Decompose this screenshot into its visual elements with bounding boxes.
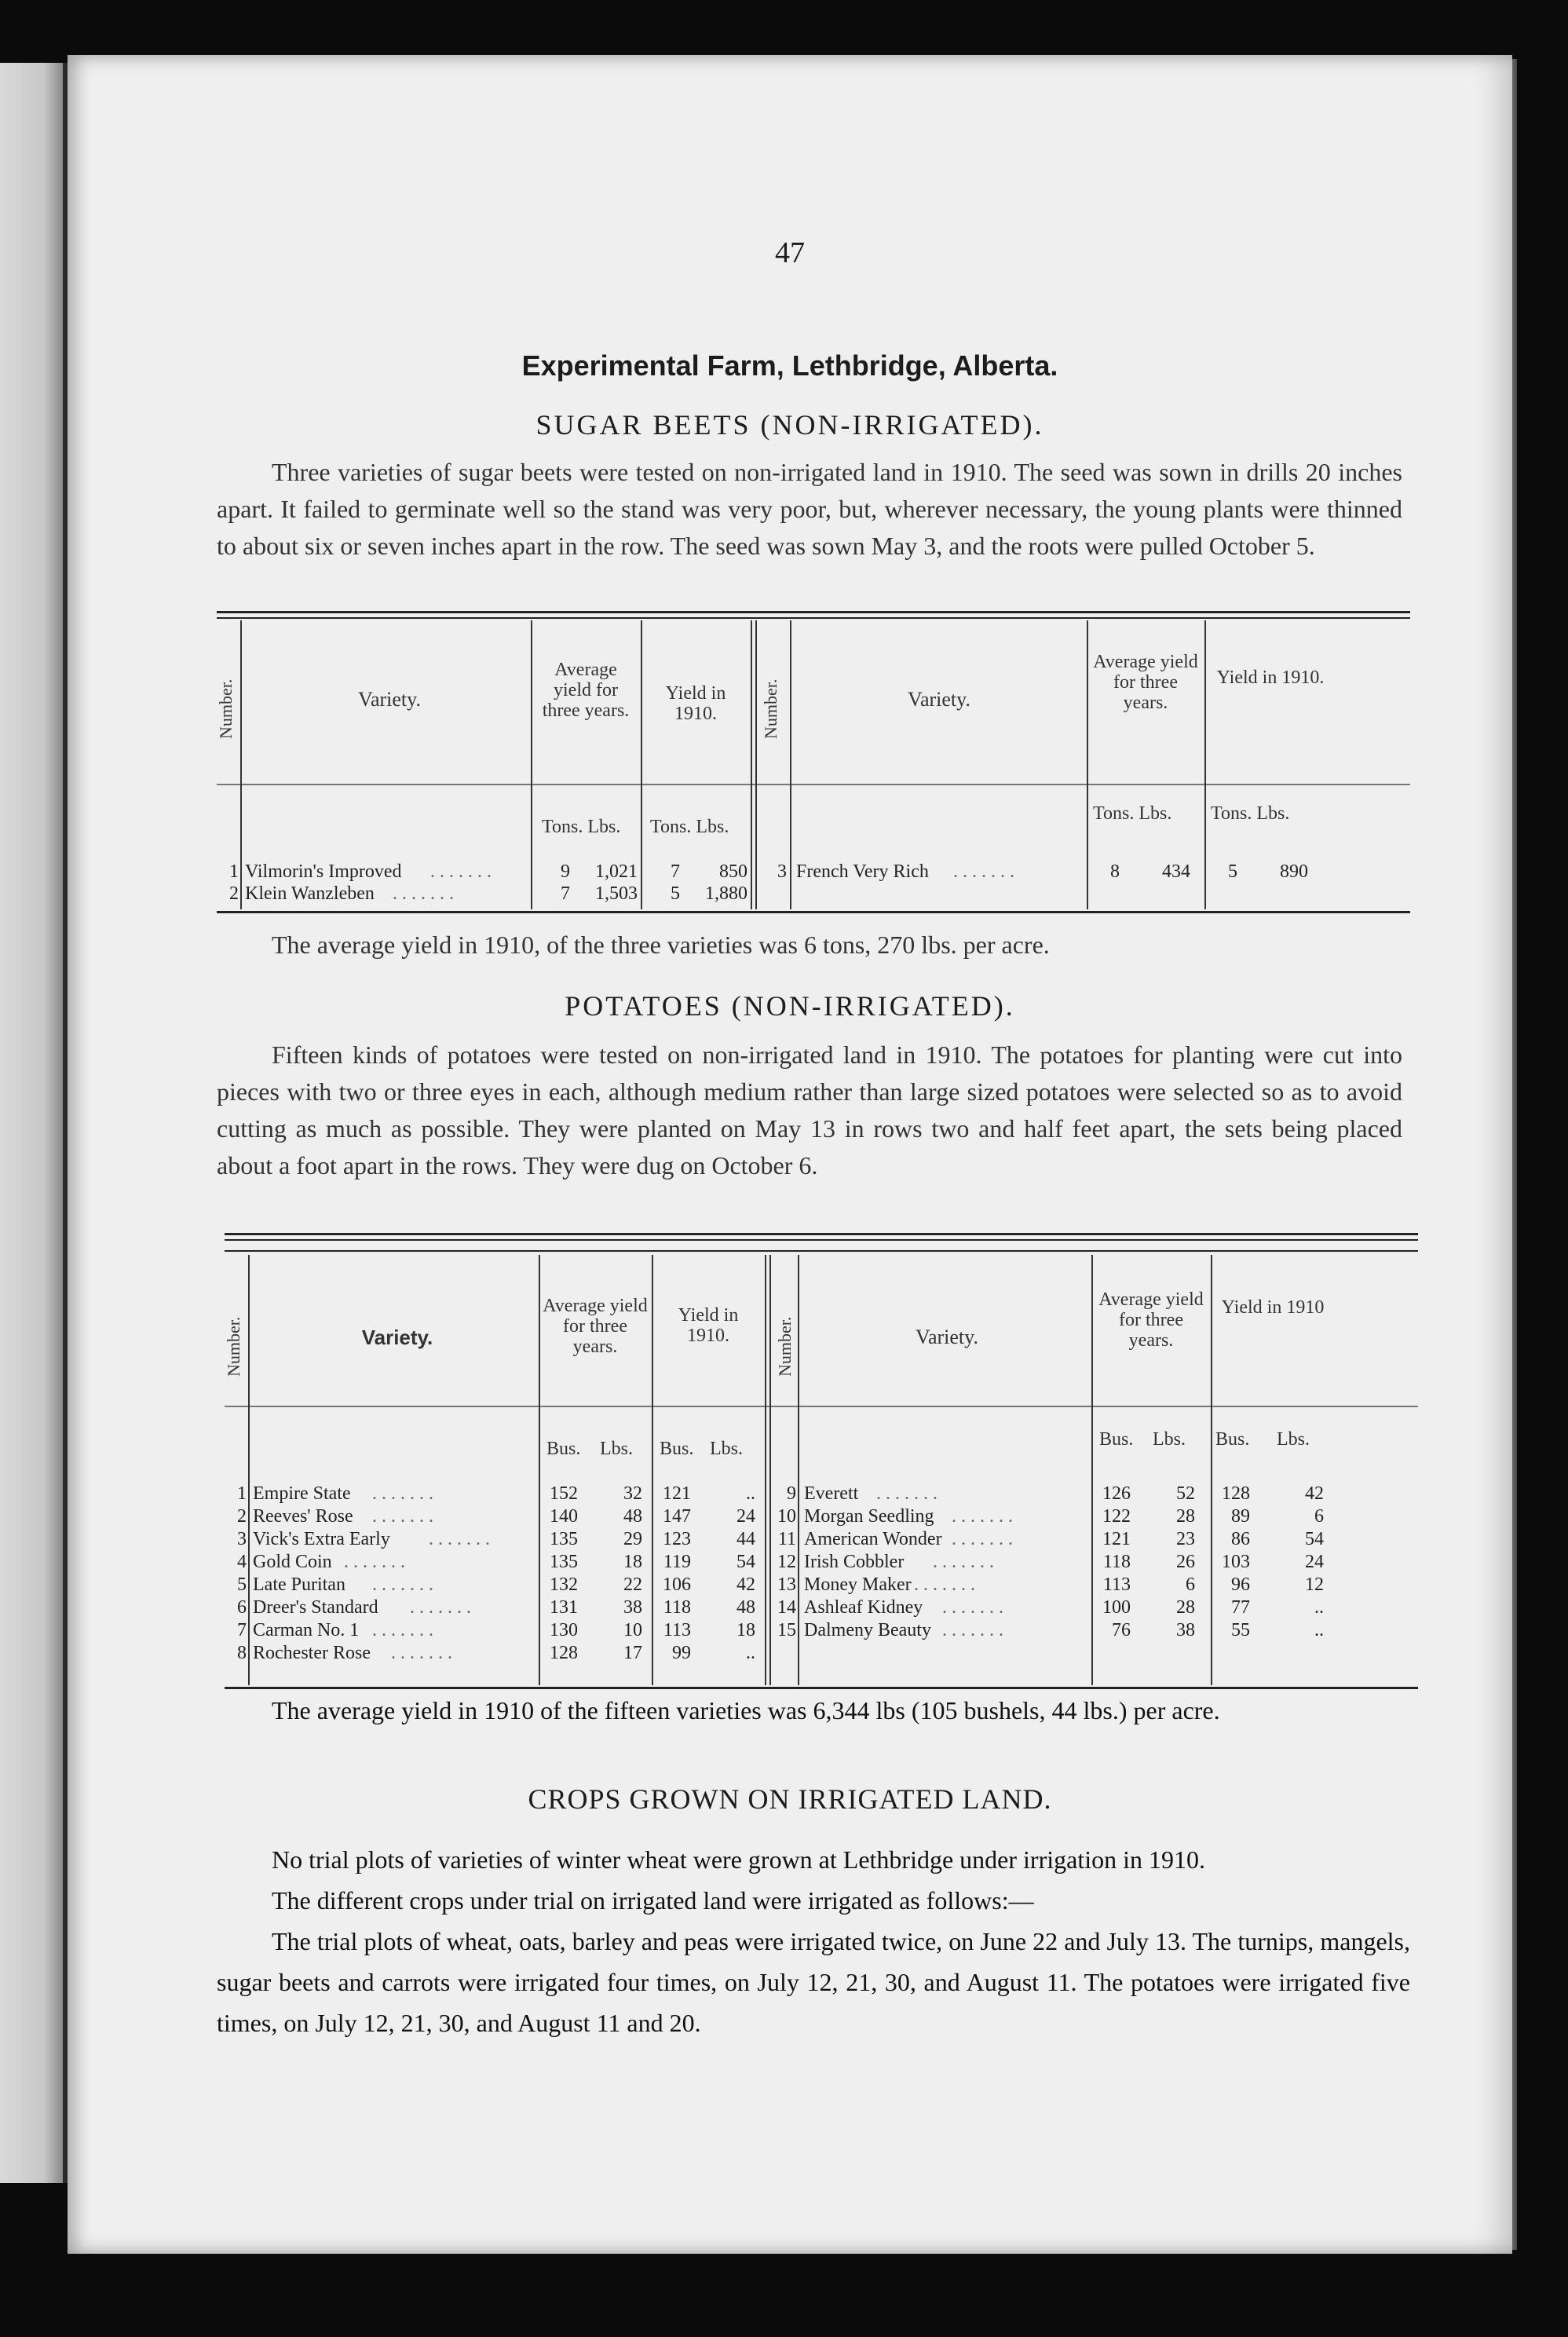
irrigated-text: No trial plots of varieties of winter wheat were grown at Lethbridge under irrigation in 1910. The different crops under trial on irrigated land were irrigated as follows:— The trial plots of wheat, oats, barley and peas were irrigated twice, on June 22 and July 13. The turnips, mangels, sugar beets and carrots were irrigated four times, on July 12, 21, 30, and August 11. The potatoes were irrigated five times, on July 12, 21, 30, and August 11 and 20. — [217, 1845, 1410, 2037]
row-avg-b: 10 — [623, 1620, 642, 1640]
leader-dots: . . . . . . . — [430, 861, 492, 882]
row-number: 8 — [237, 1643, 247, 1663]
row-yield-b: 890 — [1280, 861, 1308, 882]
col-number-right: Number. — [775, 1316, 795, 1377]
row-avg-b: 26 — [1176, 1552, 1195, 1572]
row-variety: Vick's Extra Early — [253, 1529, 390, 1549]
col-variety-right: Variety. — [916, 1326, 978, 1348]
row-avg-a: 132 — [550, 1574, 578, 1595]
leader-dots: . . . . . . . — [344, 1552, 405, 1572]
col-number-right: Number. — [761, 678, 780, 739]
row-number: 10 — [777, 1506, 796, 1527]
unit-lbs: Lbs. — [1277, 1429, 1310, 1450]
row-variety: Vilmorin's Improved — [245, 861, 402, 882]
row-avg-b: 23 — [1176, 1529, 1195, 1549]
row-yield-a: 103 — [1222, 1552, 1250, 1572]
row-avg-b: 434 — [1162, 861, 1190, 882]
col-number-left: Number. — [216, 678, 236, 739]
row-variety: Reeves' Rose — [253, 1506, 353, 1527]
row-avg-b: 6 — [1186, 1574, 1195, 1595]
row-number: 5 — [237, 1574, 247, 1595]
row-yield-b: 18 — [736, 1620, 755, 1640]
row-avg-b: 22 — [623, 1574, 642, 1595]
row-yield-a: 106 — [663, 1574, 691, 1595]
unit-lbs: Lbs. — [1153, 1429, 1186, 1450]
row-yield-b: 48 — [736, 1597, 755, 1618]
row-variety: Carman No. 1 — [253, 1620, 360, 1640]
row-avg-a: 118 — [1102, 1552, 1131, 1572]
row-yield-b: 24 — [1305, 1552, 1324, 1572]
row-avg-a: 122 — [1102, 1506, 1131, 1527]
row-yield-b: .. — [746, 1483, 755, 1504]
row-avg-b: 1,503 — [595, 883, 638, 904]
col-variety-left: Variety. — [358, 688, 421, 711]
sugar-beets-heading: SUGAR BEETS (NON-IRRIGATED). — [535, 409, 1044, 441]
divider — [248, 1255, 250, 1685]
row-variety: French Very Rich — [796, 861, 929, 882]
row-variety: Late Puritan — [253, 1574, 345, 1595]
row-yield-a: 119 — [663, 1552, 691, 1572]
leader-dots: . . . . . . . — [876, 1483, 938, 1504]
row-variety: Dalmeny Beauty — [804, 1620, 931, 1640]
leader-dots: . . . . . . . — [942, 1620, 1003, 1640]
page-number: 47 — [775, 236, 805, 269]
leader-dots: . . . . . . . — [372, 1506, 433, 1527]
document-page — [68, 55, 1512, 2254]
leader-dots: . . . . . . . — [372, 1620, 433, 1640]
col-variety-right: Variety. — [908, 688, 970, 711]
row-avg-b: 17 — [623, 1643, 642, 1663]
divider — [798, 1255, 799, 1685]
col-avg-left: Average yield for three years. — [543, 1296, 648, 1357]
row-variety: Irish Cobbler — [804, 1552, 905, 1572]
col-avg-left: Average yield for three years. — [542, 660, 630, 721]
row-yield-b: .. — [1314, 1620, 1324, 1640]
row-avg-a: 131 — [550, 1597, 578, 1618]
row-number: 4 — [237, 1552, 247, 1572]
potatoes-intro: Fifteen kinds of potatoes were tested on non-irrigated land in 1910. The potatoes for planting were cut into pieces with two or three eyes in each, although medium rather than large sized potatoes were selected so as to avoid cutting as much as possible. They were planted on May 13 in rows two and half feet apart, the sets being placed about a foot apart in the rows. They were dug on October 6. — [217, 1040, 1402, 1179]
table-top-rule — [217, 611, 1410, 613]
table-top-rule — [225, 1233, 1418, 1235]
irrigated-heading: CROPS GROWN ON IRRIGATED LAND. — [528, 1783, 1052, 1815]
row-number: 1 — [237, 1483, 247, 1504]
table-top-rule-3 — [225, 1250, 1418, 1252]
row-avg-b: 38 — [623, 1597, 642, 1618]
leader-dots: . . . . . . . — [953, 861, 1014, 882]
unit-lbs: Lbs. — [600, 1439, 633, 1459]
row-yield-a: 128 — [1222, 1483, 1250, 1504]
row-yield-b: 42 — [736, 1574, 755, 1595]
row-yield-a: 55 — [1231, 1620, 1250, 1640]
leader-dots: . . . . . . . — [372, 1483, 433, 1504]
row-avg-a: 8 — [1110, 861, 1120, 882]
col-yield-left: Yield in 1910. — [678, 1305, 739, 1346]
row-yield-b: 42 — [1305, 1483, 1324, 1504]
row-avg-a: 130 — [550, 1620, 578, 1640]
header-rule — [225, 1406, 1418, 1407]
leader-dots: . . . . . . . — [393, 883, 454, 904]
page-title: Experimental Farm, Lethbridge, Alberta. — [521, 349, 1058, 382]
sugar-beets-summary: The average yield in 1910, of the three varieties was 6 tons, 270 lbs. per acre. — [272, 931, 1050, 959]
row-avg-b: 38 — [1176, 1620, 1195, 1640]
row-number: 14 — [777, 1597, 796, 1618]
row-variety: Morgan Seedling — [804, 1506, 934, 1527]
row-variety: Dreer's Standard — [253, 1597, 378, 1618]
row-variety: Klein Wanzleben — [245, 883, 375, 904]
row-yield-a: 5 — [671, 883, 680, 904]
row-avg-a: 140 — [550, 1506, 578, 1527]
row-avg-a: 9 — [561, 861, 570, 882]
row-avg-a: 126 — [1102, 1483, 1131, 1504]
unit-yield-right: Tons. Lbs. — [1211, 803, 1290, 824]
potatoes-summary: The average yield in 1910 of the fifteen varieties was 6,344 lbs (105 bushels, 44 lbs.) per acre. — [272, 1696, 1220, 1724]
row-avg-b: 48 — [623, 1506, 642, 1527]
sugar-beets-intro: Three varieties of sugar beets were tested on non-irrigated land in 1910. The seed was sown in drills 20 inches apart. It failed to germinate well so the stand was very poor, but, wherever necessary, the young plants were thinned to about six or seven inches apart in the row. The seed was sown May 3, and the roots were pulled October 5. — [217, 458, 1402, 560]
row-yield-b: 6 — [1314, 1506, 1324, 1527]
potatoes-table — [225, 1233, 1418, 1696]
unit-bus: Bus. — [660, 1439, 694, 1459]
leader-dots: . . . . . . . — [933, 1552, 994, 1572]
unit-bus: Bus. — [546, 1439, 581, 1459]
row-yield-a: 89 — [1231, 1506, 1250, 1527]
row-variety: Money Maker — [804, 1574, 912, 1595]
row-avg-b: 28 — [1176, 1597, 1195, 1618]
sugar-beets-table — [217, 611, 1410, 917]
row-number: 3 — [237, 1529, 247, 1549]
row-variety: Ashleaf Kidney — [804, 1597, 923, 1618]
row-avg-a: 100 — [1102, 1597, 1131, 1618]
col-avg-right: Average yield for three years. — [1098, 1289, 1204, 1351]
leader-dots: . . . . . . . — [410, 1597, 471, 1618]
table-top-rule-2 — [225, 1239, 1418, 1241]
row-yield-a: 147 — [663, 1506, 691, 1527]
row-yield-b: 24 — [736, 1506, 755, 1527]
row-avg-b: 18 — [623, 1552, 642, 1572]
row-yield-b: 54 — [736, 1552, 755, 1572]
row-avg-a: 76 — [1112, 1620, 1131, 1640]
leader-dots: . . . . . . . — [914, 1574, 975, 1595]
row-yield-a: 96 — [1231, 1574, 1250, 1595]
row-yield-b: 54 — [1305, 1529, 1324, 1549]
row-number: 15 — [777, 1620, 796, 1640]
row-yield-a: 123 — [663, 1529, 691, 1549]
row-variety: Gold Coin — [253, 1552, 332, 1572]
table-bottom-rule — [217, 911, 1410, 913]
row-variety: American Wonder — [804, 1529, 942, 1549]
row-number: 2 — [237, 1506, 247, 1527]
unit-yield-left: Tons. Lbs. — [650, 817, 729, 837]
table-top-rule-2 — [217, 617, 1410, 619]
row-number: 9 — [787, 1483, 796, 1504]
leader-dots: . . . . . . . — [372, 1574, 433, 1595]
row-yield-b: 44 — [736, 1529, 755, 1549]
col-yield-left: Yield in 1910. — [665, 683, 726, 724]
header-rule — [217, 784, 1410, 785]
row-avg-a: 135 — [550, 1529, 578, 1549]
row-yield-a: 99 — [672, 1643, 691, 1663]
row-avg-a: 128 — [550, 1643, 578, 1663]
table-bottom-rule — [225, 1687, 1418, 1689]
row-avg-b: 29 — [623, 1529, 642, 1549]
leader-dots: . . . . . . . — [952, 1506, 1013, 1527]
row-yield-b: .. — [746, 1643, 755, 1663]
unit-avg-left: Tons. Lbs. — [542, 817, 621, 837]
row-avg-a: 121 — [1102, 1529, 1131, 1549]
col-variety-left: Variety. — [361, 1326, 433, 1349]
row-avg-b: 52 — [1176, 1483, 1195, 1504]
row-yield-a: 5 — [1228, 861, 1237, 882]
row-avg-a: 113 — [1102, 1574, 1131, 1595]
leader-dots: . . . . . . . — [952, 1529, 1013, 1549]
unit-bus: Bus. — [1215, 1429, 1250, 1450]
row-variety: Rochester Rose — [253, 1643, 371, 1663]
divider — [240, 620, 242, 909]
row-avg-b: 28 — [1176, 1506, 1195, 1527]
row-number: 12 — [777, 1552, 796, 1572]
row-number: 3 — [777, 861, 787, 882]
unit-lbs: Lbs. — [710, 1439, 743, 1459]
leader-dots: . . . . . . . — [942, 1597, 1003, 1618]
adjacent-page-edge — [0, 63, 68, 2183]
row-avg-a: 7 — [561, 883, 570, 904]
row-yield-a: 86 — [1231, 1529, 1250, 1549]
unit-bus: Bus. — [1099, 1429, 1134, 1450]
row-number: 7 — [237, 1620, 247, 1640]
row-yield-b: .. — [1314, 1597, 1324, 1618]
leader-dots: . . . . . . . — [429, 1529, 490, 1549]
row-yield-a: 113 — [663, 1620, 691, 1640]
row-number: 1 — [229, 861, 239, 882]
divider — [790, 620, 791, 909]
col-yield-right: Yield in 1910. — [1216, 667, 1325, 688]
row-yield-a: 7 — [671, 861, 680, 882]
row-variety: Everett — [804, 1483, 859, 1504]
leader-dots: . . . . . . . — [391, 1643, 452, 1663]
row-avg-a: 135 — [550, 1552, 578, 1572]
col-avg-right: Average yield for three years. — [1093, 652, 1198, 713]
row-yield-b: 12 — [1305, 1574, 1324, 1595]
row-number: 13 — [777, 1574, 796, 1595]
row-yield-a: 118 — [663, 1597, 691, 1618]
potatoes-heading: POTATOES (NON-IRRIGATED). — [565, 990, 1015, 1022]
col-number-left: Number. — [224, 1316, 243, 1377]
row-yield-a: 77 — [1231, 1597, 1250, 1618]
row-yield-b: 1,880 — [705, 883, 747, 904]
unit-avg-right: Tons. Lbs. — [1093, 803, 1172, 824]
row-number: 11 — [777, 1529, 796, 1549]
row-variety: Empire State — [253, 1483, 351, 1504]
divider — [751, 620, 752, 909]
row-avg-b: 1,021 — [595, 861, 638, 882]
col-yield-right: Yield in 1910 — [1221, 1297, 1325, 1318]
row-avg-a: 152 — [550, 1483, 578, 1504]
row-yield-a: 121 — [663, 1483, 691, 1504]
row-yield-b: 850 — [719, 861, 747, 882]
row-number: 2 — [229, 883, 239, 904]
row-avg-b: 32 — [623, 1483, 642, 1504]
row-number: 6 — [237, 1597, 247, 1618]
